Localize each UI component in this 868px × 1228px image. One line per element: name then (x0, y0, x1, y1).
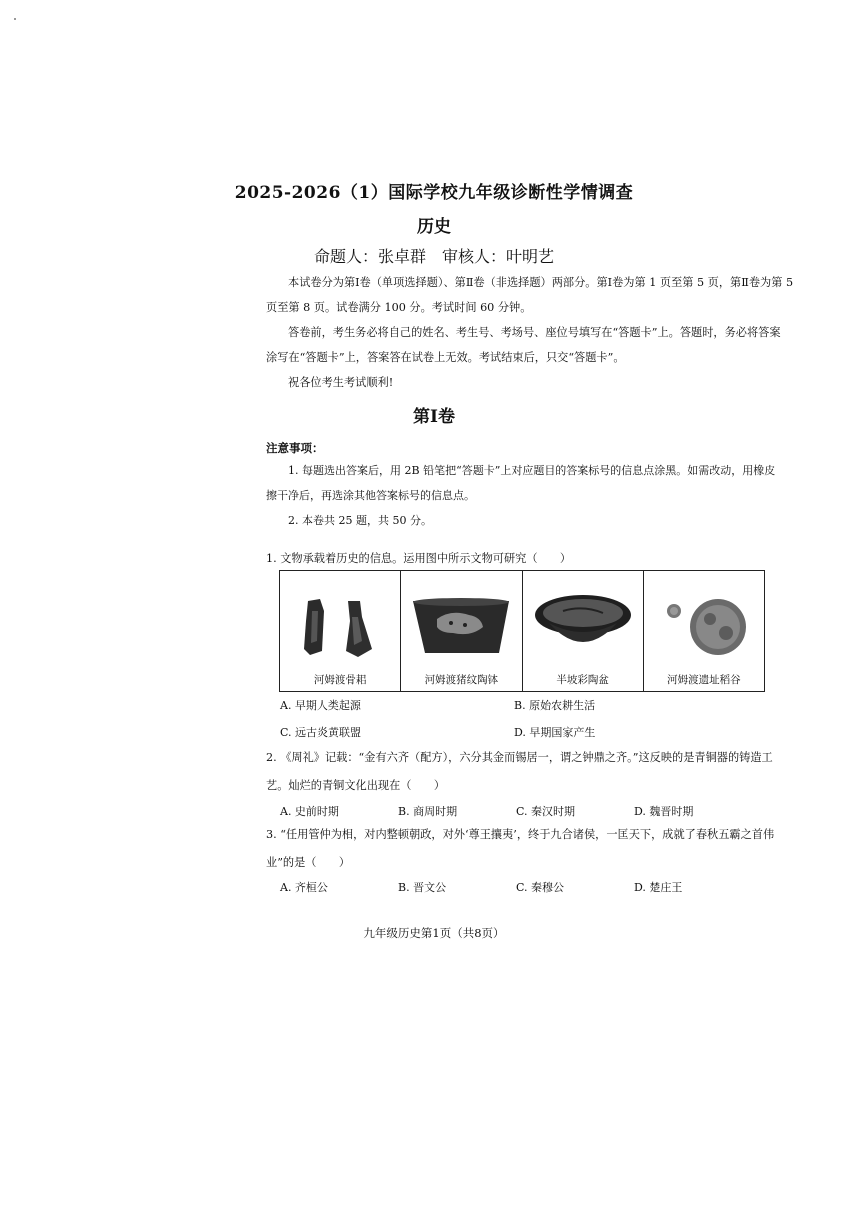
notes-heading: 注意事项： (266, 441, 324, 455)
note-item: 2. 本卷共 25 题，共 50 分。 (288, 514, 432, 527)
exam-title: 2025-2026（1）国际学校九年级诊断性学情调查 (234, 183, 634, 203)
option-d: D. 楚庄王 (634, 881, 683, 894)
question-2-options (280, 803, 840, 819)
option-c: C. 秦穆公 (516, 881, 565, 894)
option-a: A. 史前时期 (280, 805, 339, 818)
option-b: B. 晋文公 (398, 881, 447, 894)
question-stem: 艺。灿烂的青铜文化出现在（ ） (266, 779, 446, 792)
pig-pattern-bowl-icon (401, 571, 521, 671)
intro-line: 页至第 8 页。试卷满分 100 分。考试时间 60 分钟。 (266, 301, 532, 314)
option-a: A. 早期人类起源 (280, 699, 361, 712)
option-d: D. 魏晋时期 (634, 805, 694, 818)
figure-caption: 河姆渡遗址稻谷 (667, 674, 741, 686)
section-title: 第Ⅰ卷 (413, 407, 455, 427)
figure-caption: 半坡彩陶盆 (556, 674, 609, 686)
notes-list (266, 458, 826, 533)
scan-speck (14, 18, 16, 20)
rice-grains-icon (644, 571, 764, 671)
question-1-stem (266, 546, 836, 572)
authors-line: 命题人：张卓群 审核人：叶明艺 (313, 247, 554, 266)
option-d: D. 早期国家产生 (514, 726, 596, 739)
question-stem: 1. 文物承载着历史的信息。运用图中所示文物可研究（ ） (266, 552, 572, 565)
figure-caption: 河姆渡猪纹陶钵 (424, 674, 499, 686)
option-b: B. 原始农耕生活 (514, 699, 596, 712)
figure-cell (280, 571, 401, 691)
intro-line: 祝各位考生考试顺利! (288, 376, 394, 389)
question-stem: 3. “任用管仲为相，对内整顿朝政，对外‘尊王攘夷’，终于九合诸侯，一匡天下，成就了春秋五霸之首伟 (266, 828, 775, 841)
intro-line: 答卷前，考生务必将自己的姓名、考生号、考场号、座位号填写在“答题卡”上。答题时，务必将答案 (288, 326, 781, 339)
question-stem: 业”的是（ ） (266, 856, 351, 869)
artifact-figure-table (279, 570, 765, 692)
question-2-stem (266, 745, 836, 799)
note-item: 擦干净后，再选涂其他答案标号的信息点。 (266, 489, 475, 502)
question-3-options (280, 879, 840, 895)
figure-cell (523, 571, 644, 691)
painted-pottery-basin-icon (523, 571, 643, 671)
subject-title: 历史 (417, 217, 451, 237)
question-stem: 2. 《周礼》记载：“金有六齐（配方），六分其金而锡居一，谓之钟鼎之齐。”这反映的是青铜器的铸造工 (266, 751, 773, 764)
option-a: A. 齐桓公 (280, 881, 328, 894)
figure-caption: 河姆渡骨耜 (313, 674, 367, 686)
option-c: C. 远古炎黄联盟 (280, 726, 362, 739)
note-item: 1. 每题选出答案后，用 2B 铅笔把“答题卡”上对应题目的答案标号的信息点涂黑。如需改动，用橡皮 (288, 464, 776, 477)
question-3-stem (266, 822, 836, 876)
bone-tool-icon (280, 571, 400, 671)
intro-line: 涂写在“答题卡”上，答案答在试卷上无效。考试结束后，只交“答题卡”。 (266, 351, 625, 364)
option-c: C. 秦汉时期 (516, 805, 576, 818)
intro-line: 本试卷分为第Ⅰ卷（单项选择题）、第Ⅱ卷（非选择题）两部分。第Ⅰ卷为第 1 页至第 5 页，第Ⅱ卷为第 5 (288, 276, 794, 289)
intro-paragraph (266, 270, 826, 395)
question-1-options (280, 692, 800, 746)
option-b: B. 商周时期 (398, 805, 458, 818)
figure-cell (644, 571, 764, 691)
figure-cell (401, 571, 522, 691)
page-footer: 九年级历史第1页（共8页） (363, 926, 505, 940)
